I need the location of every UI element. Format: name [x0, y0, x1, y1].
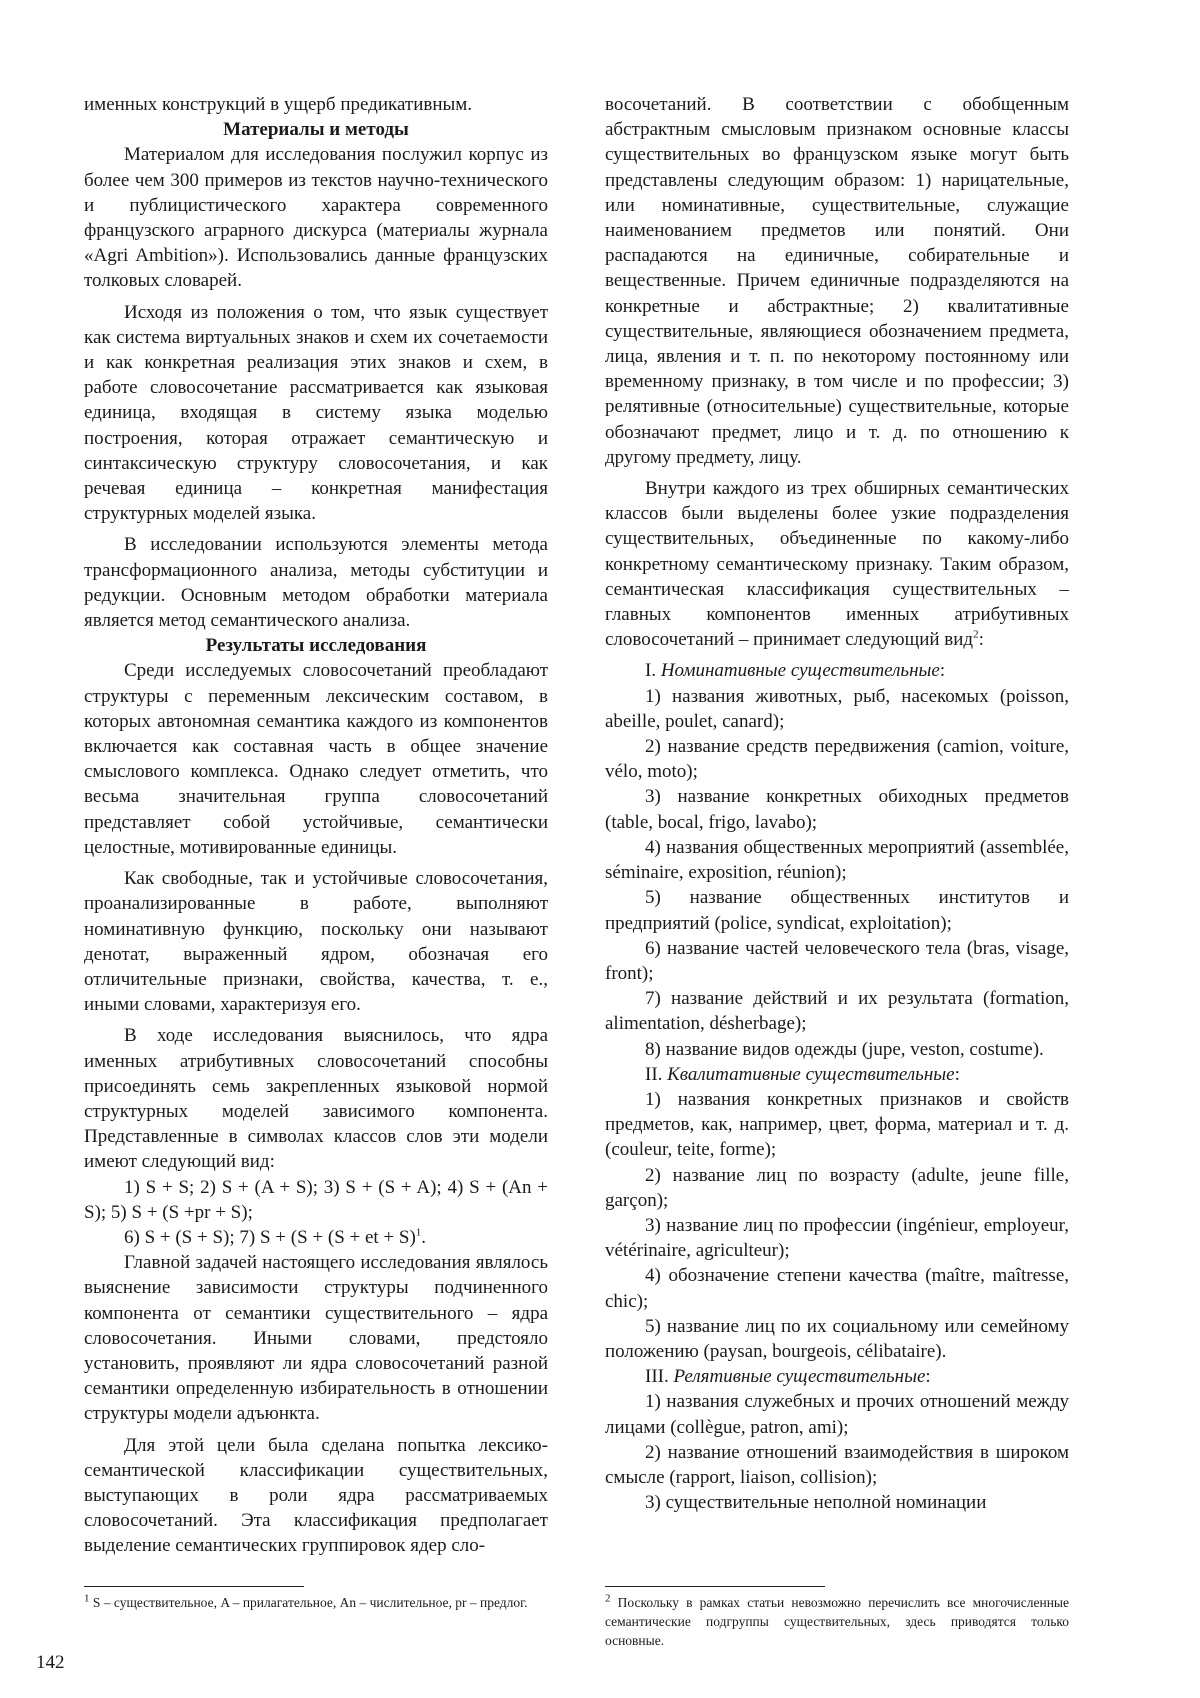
class-colon: :	[954, 1063, 960, 1085]
class-title: Квалитативные существительные	[667, 1063, 955, 1085]
list-item: 1) названия животных, рыб, насекомых (poisson, abeille, poulet, canard);	[605, 685, 1069, 732]
paragraph: Исходя из положения о том, что язык существует как система виртуальных знаков и схем их сочетаемости и как конкретная реализация этих знаков и схем, в работе словосочетание рассматривается как языковая единица, входящая в систему языка моделью построения, которая отражает семантическую и синтаксическую структуру словосочетания, и как речевая единица – конкретная манифестация структурных моделей языка.	[84, 301, 548, 525]
footnote-mark: 2	[605, 1592, 611, 1605]
formula-end: .	[421, 1226, 427, 1248]
footnote-mark: 2	[973, 628, 979, 641]
footnote-mark: 1	[84, 1592, 90, 1605]
class-title: Релятивные существительные	[673, 1366, 926, 1388]
list-item: 3) название конкретных обиходных предметов (table, bocal, frigo, lavabo);	[605, 786, 1069, 833]
list-item: 2) название средств передвижения (camion, voiture, vélo, moto);	[605, 736, 1069, 783]
class-colon: :	[939, 660, 946, 682]
formula-text: 6) S + (S + S); 7) S + (S + (S + et + S)	[124, 1226, 416, 1248]
list-item: 3) название лиц по профессии (ingénieur, employeur, vétérinaire, agriculteur);	[605, 1214, 1069, 1262]
class-heading-nominative	[605, 658, 1069, 683]
paragraph: восочетаний. В соответствии с обобщенным абстрактным смысловым признаком основные классы существительных во французском языке могут быть представлены следующим образом: 1) нарицательные, или номинативные, существительные, служащие наименованием предметов или понятий. Они распадаются на единичные, собирательные и вещественные. Причем единичные подразделяются на конкретные и абстрактные; 2) квалитативные существительные, являющиеся обозначением предмета, лица, явления и т. п. по некоторому постоянному или временному признаку, в том числе и по профессии; 3) релятивные (относительные) существительные, которые обозначают предмет, лицо и т. д. по отношению к другому предмету, лицу.	[605, 94, 1069, 468]
class-title: Номинативные существительные	[660, 660, 940, 682]
footnote-1	[84, 1593, 548, 1612]
paragraph: Материалом для исследования послужил корпус из более чем 300 примеров из текстов научно-технического и публицистического характера современного французского аграрного дискурса (материалы журнала «Agri Ambition»). Использовались данные французских толковых словарей.	[84, 144, 548, 292]
footnote-mark: 1	[415, 1226, 422, 1239]
list-item: 1) названия служебных и прочих отношений между лицами (collègue, patron, ami);	[605, 1391, 1069, 1438]
paragraph: Для этой цели была сделана попытка лексико-семантической классификации существительных, выступающих в роли ядра рассматриваемых словосочетаний. Эта классификация предполагает выделение семантических группировок ядер сло-	[84, 1434, 548, 1557]
paragraph: именных конструкций в ущерб предикативным.	[84, 94, 473, 115]
class-number: I.	[645, 660, 661, 682]
list-item: 4) названия общественных мероприятий (assemblée, séminaire, exposition, réunion);	[605, 836, 1069, 884]
list-item: 4) обозначение степени качества (maître, maîtresse, chic);	[605, 1265, 1069, 1312]
list-item: 5) название лиц по их социальному или семейному положению (paysan, bourgeois, célibataire).	[605, 1315, 1069, 1362]
paragraph: В ходе исследования выяснилось, что ядра именных атрибутивных словосочетаний способны присоединять семь закрепленных языковой нормой структурных моделей зависимого компонента. Представленные в символах классов слов эти модели имеют следующий вид:	[84, 1025, 548, 1173]
footnote-2	[605, 1593, 1069, 1650]
list-item: 3) существительные неполной номинации	[645, 1492, 987, 1514]
paragraph-end: :	[978, 629, 984, 651]
class-number: II.	[645, 1063, 668, 1085]
list-item: 2) название отношений взаимодействия в широком смысле (rapport, liaison, collision);	[605, 1441, 1069, 1488]
list-item: 1) названия конкретных признаков и свойств предметов, как, например, цвет, форма, материал и т. д. (couleur, teite, forme);	[605, 1088, 1069, 1161]
section-heading-methods: Материалы и методы	[223, 119, 409, 141]
class-heading-relative	[605, 1364, 1069, 1389]
class-heading-qualitative	[605, 1062, 1069, 1087]
list-item: 8) название видов одежды (jupe, veston, costume).	[645, 1038, 1044, 1060]
footnote-text: S – существительное, A – прилагательное, An – числительное, pr – предлог.	[89, 1595, 528, 1610]
section-heading-results: Результаты исследования	[205, 635, 427, 657]
list-item: 7) название действий и их результата (formation, alimentation, désherbage);	[605, 988, 1069, 1035]
paragraph: Среди исследуемых словосочетаний преобладают структуры с переменным лексическим составом, в которых автономная семантика каждого из компонентов включается как составная часть в общее значение смыслового комплекса. Однако следует отметить, что весьма значительная группа словосочетаний представляет собой устойчивые, семантически целостные, мотивированные единицы.	[84, 660, 548, 858]
paragraph: В исследовании используются элементы метода трансформационного анализа, методы субституции и редукции. Основным методом обработки материала является метод семантического анализа.	[84, 534, 548, 632]
paragraph	[605, 476, 1069, 652]
paragraph: Главной задачей настоящего исследования являлось выяснение зависимости структуры подчиненного компонента от семантики существительного – ядра словосочетания. Иными словами, предстояло установить, проявляют ли ядра словосочетаний разной семантики определенную избирательность в отношении структуры модели адъюнкта.	[84, 1252, 548, 1425]
left-column	[84, 92, 548, 1559]
class-number: III.	[645, 1366, 674, 1388]
page-number: 142	[36, 1652, 65, 1673]
list-item: 5) название общественных институтов и предприятий (police, syndicat, exploitation);	[605, 887, 1069, 934]
footnote-text: Поскольку в рамках статьи невозможно перечислить все многочисленные семантические подгруппы существительных, здесь приводятся только основные.	[605, 1595, 1069, 1648]
class-colon: :	[925, 1366, 931, 1388]
formula-models-1-5: 1) S + S; 2) S + (A + S); 3) S + (S + A); 4) S + (An + S); 5) S + (S +pr + S);	[84, 1176, 548, 1223]
paragraph-text: Внутри каждого из трех обширных семантических классов были выделены более узкие подразделения существительных, объединенные по какому-либо конкретному семантическому признаку. Таким образом, семантическая классификация существительных – главных компонентов именных атрибутивных словосочетаний – принимает следующий вид	[605, 478, 1069, 651]
list-item: 6) название частей человеческого тела (bras, visage, front);	[605, 937, 1069, 984]
list-item: 2) название лиц по возрасту (adulte, jeune fille, garçon);	[605, 1164, 1069, 1211]
formula-models-6-7	[84, 1225, 548, 1250]
footnote-divider	[84, 1586, 304, 1587]
paragraph: Как свободные, так и устойчивые словосочетания, проанализированные в работе, выполняют номинативную функцию, поскольку они называют денотат, выраженный ядром, обозначая его отличительные признаки, свойства, качества, т. е., иными словами, характеризуя его.	[84, 868, 548, 1016]
right-column	[605, 92, 1069, 1515]
footnote-divider	[605, 1586, 825, 1587]
